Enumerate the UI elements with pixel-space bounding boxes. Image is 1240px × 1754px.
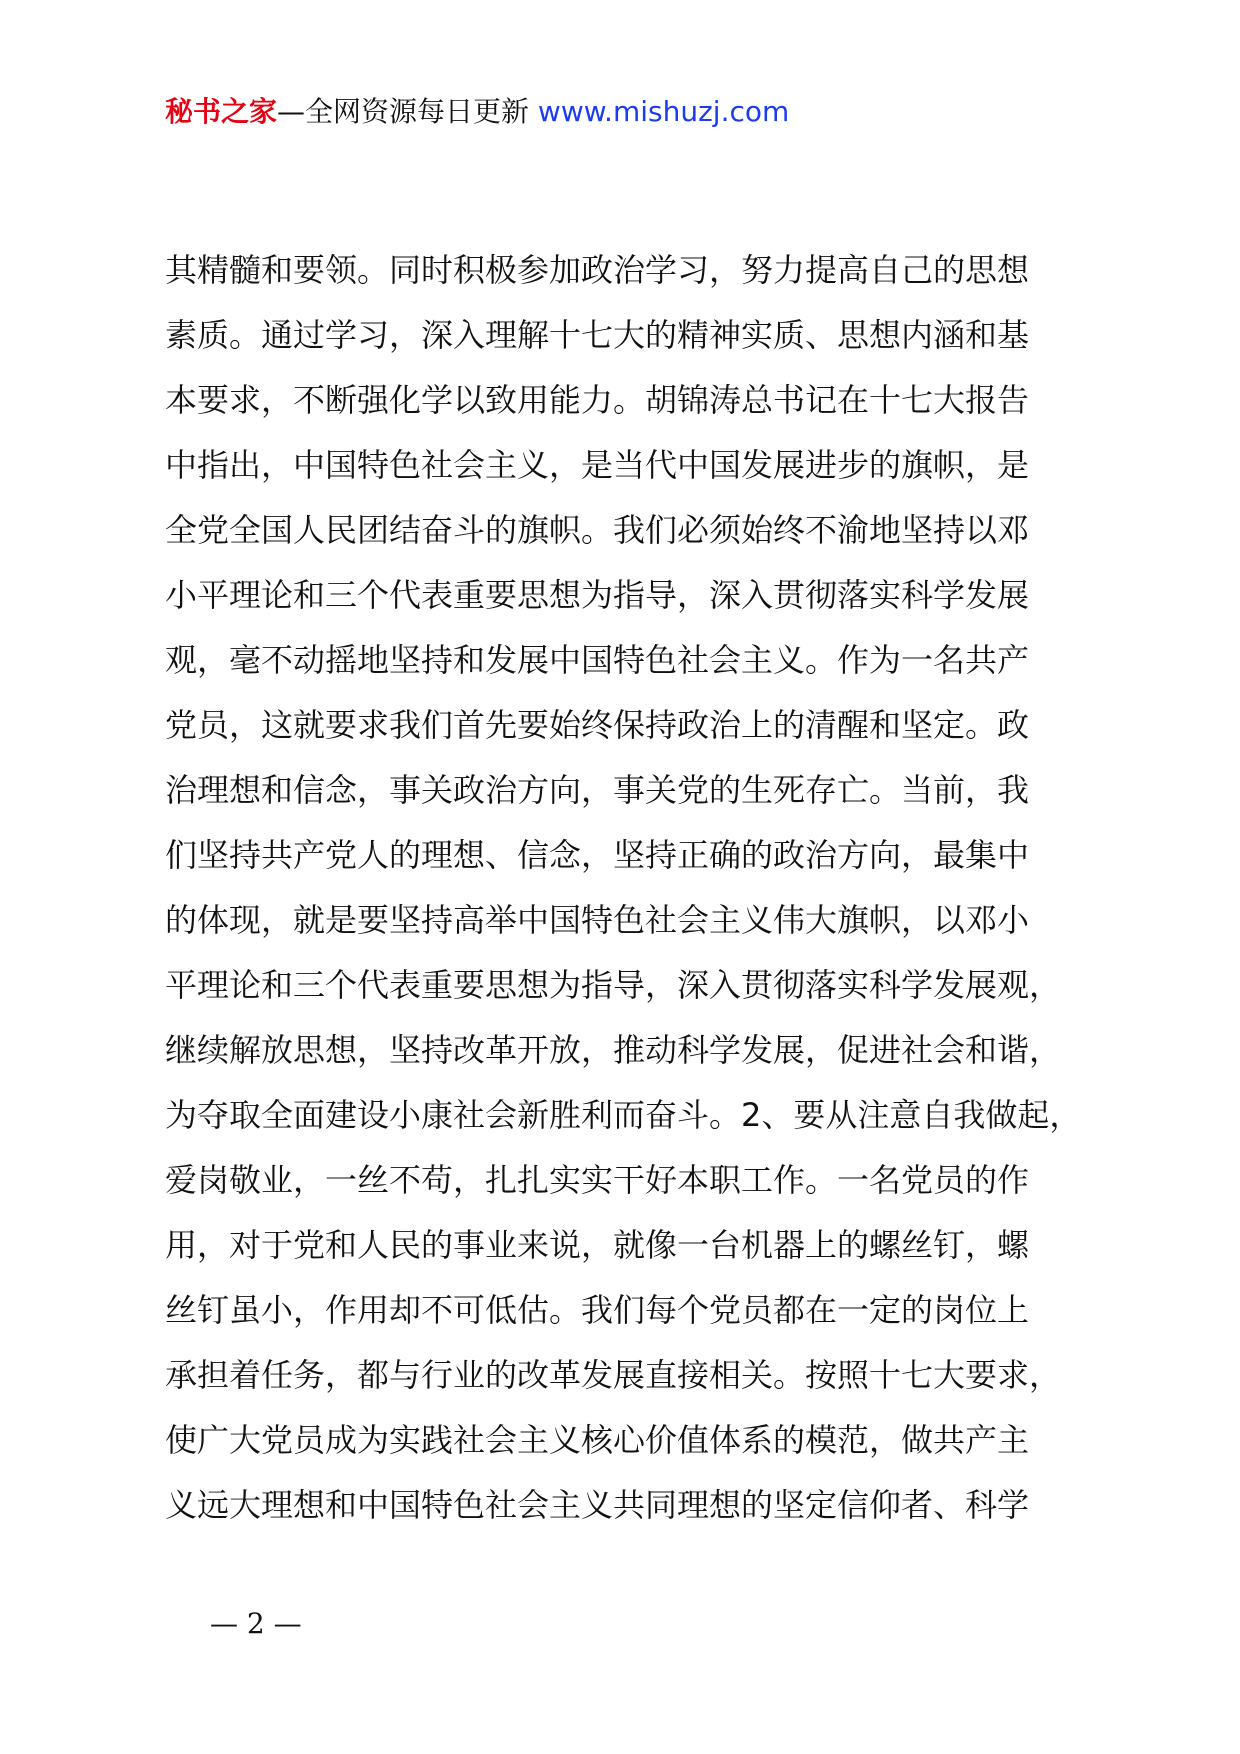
body-line: 治理想和信念，事关政治方向，事关党的生死存亡。当前，我 <box>165 771 1030 809</box>
body-line: 爱岗敬业，一丝不苟，扎扎实实干好本职工作。一名党员的作 <box>165 1161 1030 1199</box>
body-line: 党员，这就要求我们首先要始终保持政治上的清醒和坚定。政 <box>165 706 1030 744</box>
body-line: 中指出，中国特色社会主义，是当代中国发展进步的旗帜，是 <box>165 446 1030 484</box>
body-line: 其精髓和要领。同时积极参加政治学习，努力提高自己的思想 <box>165 251 1030 289</box>
document-body <box>165 238 1095 1538</box>
body-line: 观，毫不动摇地坚持和发展中国特色社会主义。作为一名共产 <box>165 641 1030 679</box>
brand-name: 秘书之家 <box>165 95 278 128</box>
body-line: 继续解放思想，坚持改革开放，推动科学发展，促进社会和谐， <box>165 1031 1062 1069</box>
body-line: 丝钉虽小，作用却不可低估。我们每个党员都在一定的岗位上 <box>165 1291 1030 1329</box>
body-line: 为夺取全面建设小康社会新胜利而奋斗。2、要从注意自我做起， <box>165 1096 1082 1134</box>
body-line: 用，对于党和人民的事业来说，就像一台机器上的螺丝钉，螺 <box>165 1226 1030 1264</box>
body-line: 的体现，就是要坚持高举中国特色社会主义伟大旗帜，以邓小 <box>165 901 1030 939</box>
body-line: 全党全国人民团结奋斗的旗帜。我们必须始终不渝地坚持以邓 <box>165 511 1030 549</box>
body-line: 素质。通过学习，深入理解十七大的精神实质、思想内涵和基 <box>165 316 1030 354</box>
body-line: 义远大理想和中国特色社会主义共同理想的坚定信仰者、科学 <box>165 1486 1030 1524</box>
body-line: 本要求，不断强化学以致用能力。胡锦涛总书记在十七大报告 <box>165 381 1030 419</box>
body-line: 承担着任务，都与行业的改革发展直接相关。按照十七大要求， <box>165 1356 1062 1394</box>
body-line: 们坚持共产党人的理想、信念，坚持正确的政治方向，最集中 <box>165 836 1030 874</box>
site-header <box>165 92 789 132</box>
header-tagline: —全网资源每日更新 <box>277 95 538 128</box>
body-line: 使广大党员成为实践社会主义核心价值体系的模范，做共产主 <box>165 1421 1030 1459</box>
body-line: 小平理论和三个代表重要思想为指导，深入贯彻落实科学发展 <box>165 576 1030 614</box>
body-line: 平理论和三个代表重要思想为指导，深入贯彻落实科学发展观， <box>165 966 1062 1004</box>
page-number: — 2 — <box>210 1607 302 1640</box>
site-url-link[interactable]: www.mishuzj.com <box>537 95 790 128</box>
